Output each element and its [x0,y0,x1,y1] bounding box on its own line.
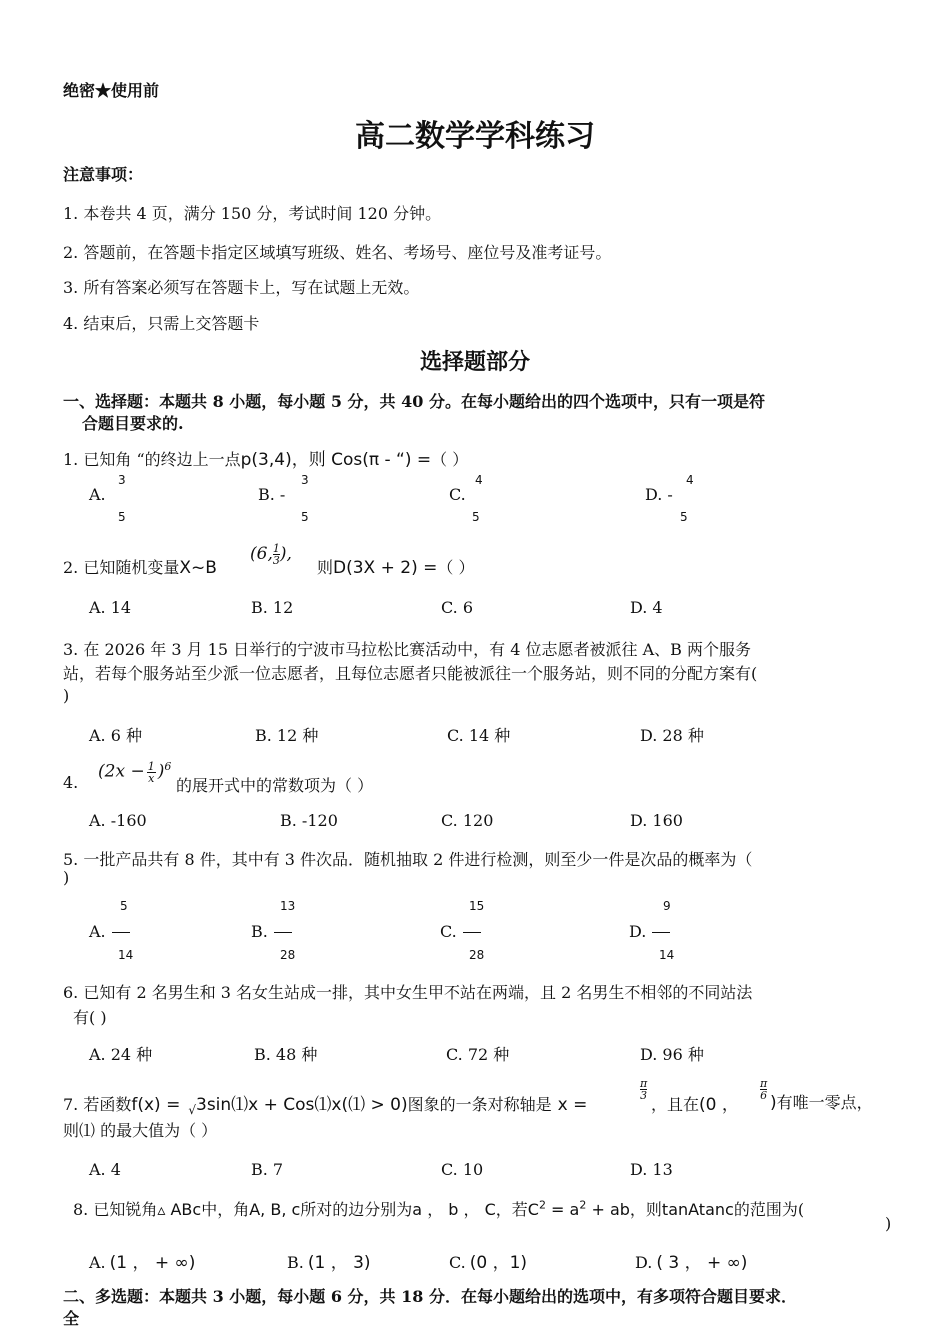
q4-frac-den: x [148,771,155,785]
notes-heading: 注意事项： [63,165,144,184]
q1-option-c-den: 5 [472,510,480,524]
q7-stem-e: x = [557,1095,588,1115]
q7-six: 6 [760,1089,768,1102]
q1-option-c [449,485,466,504]
q8-option-label: B. [287,1253,304,1272]
q5-option-label: A. [89,922,106,941]
q6-line1: 6. 已知有 2 名男生和 3 名女生站成一排，其中女生甲不站在两端，且 2 名男生不相邻的不同站法 [63,983,753,1002]
q5-line1: 5. 一批产品共有 8 件，其中有 3 件次品．随机抽取 2 件进行检测，则至少一件是次品的概率为（ [63,850,753,869]
q2-stem-tail [317,555,474,578]
q8-stem-f: a ， b ， C [412,1200,496,1219]
q8-stem-c: 中，角 [201,1200,250,1219]
q7-pi-over-6 [760,1078,767,1101]
part1-heading-line2: 合题目要求的. [82,414,184,433]
q3-line1: 3. 在 2026 年 3 月 15 日举行的宁波市马拉松比赛活动中，有 4 位志愿者被派往 A、B 两个服务 [63,640,751,659]
q2-param-close: ), [279,544,292,564]
q7-pi2: π [760,1077,768,1090]
q8-stem-b: ▵ ABc [157,1200,202,1219]
q7-stem-c: sin⑴x + Cos⑴x(⑴ > 0) [206,1095,408,1115]
part1-heading-line1: 一、选择题：本题共 8 小题，每小题 5 分，共 40 分。在每小题给出的四个选项中，只有一项是符 [63,392,765,411]
q7-stem-f: ，且在 [651,1095,700,1114]
q3-option-d: D. 28 种 [640,726,704,745]
q8-option-label: A. [89,1253,106,1272]
q5-option-c-den: 28 [469,948,485,962]
q8-option-value: (0 ，1) [469,1253,528,1273]
q3-line3: ) [63,686,70,705]
q2-option-a: A. 14 [89,598,132,617]
q1-option-d-num: 4 [686,473,694,487]
q8-option-label: C. [449,1253,466,1272]
q5-line2: ) [63,868,70,887]
fraction-bar [112,932,130,933]
q8-option-value: (1 ， + ∞) [109,1253,196,1273]
q8-stem-m: 的范围为( [733,1200,805,1219]
q7-stem-a: 7. 若函数 [63,1095,132,1114]
q3-option-c: C. 14 种 [447,726,511,745]
q8-option-value: ( 3 ， + ∞) [656,1253,748,1273]
fraction-bar [463,932,481,933]
q7-root-value: 3 [195,1095,207,1115]
q1-option-label: A. [89,485,106,504]
q7-option-d: D. 13 [630,1160,673,1179]
q7-pi-over-3 [640,1078,647,1101]
q7-stem-b: f(x) = [131,1095,181,1115]
q8-stem-g: ，若 [495,1200,528,1219]
section-title: 选择题部分 [419,349,530,375]
q1-option-a [89,485,106,504]
q4-option-c: C. 120 [441,811,494,830]
q2-param-den: 3 [272,554,280,567]
q6-option-a: A. 24 种 [89,1045,153,1064]
q2-stem-d: D(3X + 2) = [333,558,438,578]
q8-stem-l: tanAtanc [661,1200,734,1219]
q2-stem-e: （ ） [437,558,475,577]
q4-option-d: D. 160 [630,811,683,830]
q4-expression [98,760,171,784]
q5-option-c [440,922,481,941]
q5-option-d-den: 14 [659,948,675,962]
q4-stem: 的展开式中的常数项为（ ） [176,776,374,795]
q2-param-open: (6, [250,544,273,564]
part2-heading-line2: 全 [63,1309,80,1328]
q1-option-label: D. - [645,485,673,504]
sqrt-icon: √ [188,1103,196,1117]
q5-option-b-den: 28 [280,948,296,962]
q1-option-d [645,485,673,504]
q1-stem-c: （ ） [431,450,469,469]
q5-option-d [629,922,670,941]
q5-option-a [89,922,130,941]
q7-stem [63,1090,587,1117]
note-item: 4. 结束后，只需上交答题卡 [63,314,260,333]
q4-expr-b: ) [157,761,165,782]
q7-stem-h: ) [770,1093,777,1113]
note-item: 2. 答题前，在答题卡指定区域填写班级、姓名、考场号、座位号及准考证号。 [63,243,612,262]
q8-stem-a: 8. 已知锐角 [73,1200,158,1219]
q6-option-d: D. 96 种 [640,1045,704,1064]
q8-stem-i: = a [545,1200,580,1219]
q8-stem-e: 所对的边分别为 [300,1200,413,1219]
q2-option-c: C. 6 [441,598,474,617]
q6-option-b: B. 48 种 [254,1045,318,1064]
q7-stem-d: 图象的一条对称轴是 [407,1095,552,1114]
q8-line2: ) [885,1214,892,1233]
q5-option-label: B. [251,922,268,941]
q8-stem-d: A, B, c [249,1200,301,1219]
fraction-bar [274,932,292,933]
q5-option-a-num: 5 [120,899,128,913]
q7-option-c: C. 10 [441,1160,484,1179]
q5-option-b-num: 13 [280,899,296,913]
q8-stem [73,1197,804,1220]
q7-three: 3 [640,1089,648,1102]
q4-number: 4. [63,773,79,792]
q3-line2: 站，若每个服务站至少派一位志愿者，且每位志愿者只能被派往一个服务站，则不同的分配方案有( [63,664,758,683]
q1-stem [63,445,468,470]
page-title: 高二数学学科练习 [355,119,595,154]
part2-heading-line1: 二、多选题：本题共 3 小题，每小题 6 分，共 18 分．在每小题给出的选项中，有多项符合题目要求． [63,1287,797,1306]
q1-option-b-num: 3 [301,473,309,487]
q4-option-a: A. -160 [89,811,147,830]
q2-option-d: D. 4 [630,598,663,617]
q7-stem-i: 有唯一零点， [776,1093,873,1112]
q1-stem-a: 1. 已知角 “的终边上一点 [63,450,241,469]
q2-param-num: 1 [272,542,280,555]
q8-option-label: D. [635,1253,653,1272]
q2-param [250,543,292,566]
fraction-bar [652,932,670,933]
q1-option-b [258,485,285,504]
q5-option-a-den: 14 [118,948,134,962]
q8-stem-k: ，则 [629,1200,662,1219]
q8-sup1: 2 [538,1198,546,1212]
q2-stem-a: 2. 已知随机变量 [63,558,180,577]
q8-option-value: (1 ， 3) [307,1253,371,1273]
q3-option-b: B. 12 种 [255,726,319,745]
q7-stem-g: (0 ， [699,1095,739,1115]
q8-option-b [287,1248,371,1273]
q1-stem-b: p(3,4)，则 Cos(π - “) = [240,450,432,470]
q4-option-b: B. -120 [280,811,338,830]
q1-option-b-den: 5 [301,510,309,524]
q2-option-b: B. 12 [251,598,294,617]
q2-stem-b: X~B [179,558,217,578]
q8-stem-j: + ab [586,1200,630,1219]
q4-frac-num: 1 [147,759,155,773]
q4-expr-a: (2x − [98,761,145,782]
note-item: 1. 本卷共 4 页，满分 150 分，考试时间 120 分钟。 [63,204,442,223]
q8-sup2: 2 [579,1198,587,1212]
q2-stem-c: 则 [317,558,334,577]
q8-stem-h: C [527,1200,539,1219]
note-item: 3. 所有答案必须写在答题卡上，写在试题上无效。 [63,278,420,297]
q7-stem-end [770,1090,873,1113]
q1-option-label: B. - [258,485,286,504]
q5-option-d-num: 9 [663,899,671,913]
q1-option-a-num: 3 [118,473,126,487]
q6-line2: 有( ) [73,1008,107,1027]
q7-pi: π [640,1077,648,1090]
q7-option-a: A. 4 [89,1160,121,1179]
confidential-label: 绝密★使用前 [63,81,160,100]
q4-power: 6 [164,760,172,773]
q5-option-label: D. [629,922,647,941]
q6-option-c: C. 72 种 [446,1045,510,1064]
q7-line2: 则⑴ 的最大值为（ ） [63,1121,218,1140]
q1-option-label: C. [449,485,466,504]
q2-stem [63,555,217,578]
q7-sqrt [188,1095,206,1115]
q7-option-b: B. 7 [251,1160,284,1179]
q1-option-a-den: 5 [118,510,126,524]
q5-option-c-num: 15 [469,899,485,913]
q8-option-c [449,1248,527,1273]
q5-option-label: C. [440,922,457,941]
q7-stem-tail [651,1090,739,1115]
q1-option-c-num: 4 [475,473,483,487]
q8-option-d [635,1248,747,1273]
q8-option-a [89,1248,195,1273]
q3-option-a: A. 6 种 [89,726,142,745]
q5-option-b [251,922,292,941]
q1-option-d-den: 5 [680,510,688,524]
